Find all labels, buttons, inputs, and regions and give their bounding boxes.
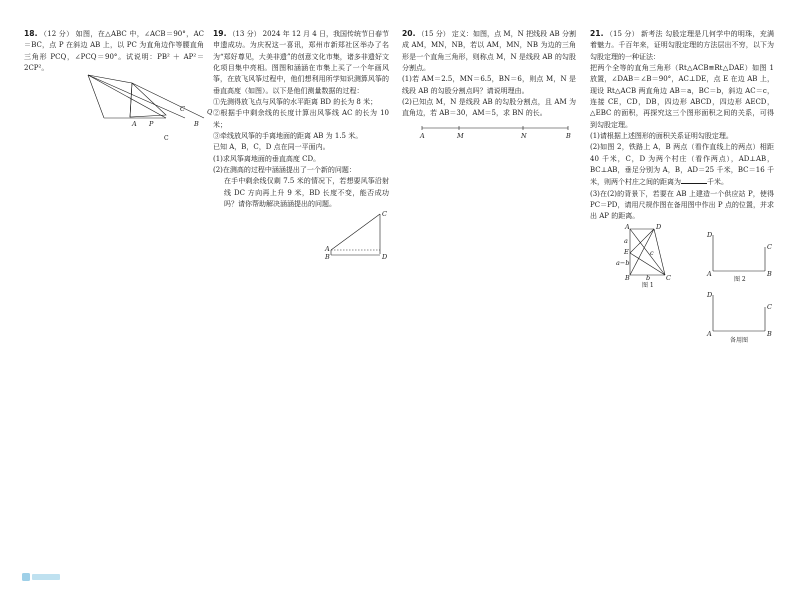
fig2-label-a: A	[707, 269, 712, 278]
question-text: 如图，在△ABC 中，∠ACB＝90°，AC＝BC，点 P 在斜边 AB 上，以 PC 为直角边作等腰直角三角形 PCQ，∠PCQ＝90°。试说明：PB² ＋ AP²＝2CP²。	[24, 30, 204, 72]
step-3: ③牵线放风筝的手离地面的距离 AB 为 1.5 米。	[213, 131, 363, 140]
point-label-a: A	[132, 120, 137, 129]
question-points: （12 分）	[39, 30, 74, 38]
proof-description: 把两个全等的直角三角形（Rt△ACB≌Rt△DAE）如图 1 放置，∠DAB＝∠B＝90°，AC⊥DE，点 E 在边 AB 上，现设 Rt△ACB 两直角边 AB＝a，BC＝b，斜边 AC＝c，连接 CE，CD，DB，四边形 ABCD，四边形 AECD，△EBC 的面积，再探究这三个图形面积之间的关系，可得到勾股定理。	[590, 63, 774, 129]
point-label-q: Q	[207, 108, 213, 117]
point-label-n: N	[521, 131, 527, 140]
sub-question-3: (3)在(2)的背景下，若要在 AB 上建造一个供应站 P，使得 PC＝PD，请用尺规作图在备用图中作出 P 点的位置，并求出 AP 的距离。	[590, 189, 774, 221]
fig2-label-c: C	[767, 242, 772, 251]
segment-cb-main	[88, 75, 166, 118]
fig1-label-b-side: b	[646, 273, 651, 282]
spare-label-a: A	[707, 329, 712, 338]
question-20-stem	[402, 28, 576, 74]
point-label-a: A	[325, 245, 330, 254]
segment-cp	[130, 83, 132, 117]
spare-label-d: D	[707, 290, 713, 299]
figures-21	[590, 223, 774, 359]
point-label-c: C	[180, 105, 185, 114]
sub-question-2-unit: 千米。	[707, 178, 728, 187]
figure-caption: C	[164, 135, 169, 143]
point-label-d: D	[382, 253, 388, 262]
fig1-label-b: B	[625, 273, 630, 282]
segment-ca	[88, 75, 104, 118]
fig1-label-d: D	[656, 222, 662, 231]
question-20	[402, 28, 576, 142]
step-2: ②根据手中剩余线的长度计算出风筝线 AC 的长为 10 米；	[213, 109, 389, 129]
answer-blank[interactable]	[681, 176, 707, 184]
question-21	[590, 28, 774, 359]
question-text: 新考法 勾股定理是几何学中的明珠，充满着魅力。千百年来，证明勾股定理的方法层出不穷，以下为勾股定理的一种证法：	[590, 30, 774, 61]
fig2-caption: 图 2	[734, 275, 746, 283]
fig1-label-a: A	[625, 222, 630, 231]
question-19	[213, 28, 389, 264]
question-18-stem	[24, 28, 204, 74]
question-number: 20.	[402, 29, 416, 38]
publisher-logo-icon	[22, 572, 62, 582]
question-number: 18.	[24, 29, 38, 38]
point-label-p: P	[149, 120, 154, 129]
sub-question-2-text: (2)如图 2，铁路上 A，B 两点（看作直线上的两点）相距 40 千米，C，D 为两个村庄（看作两点），AD⊥AB，BC⊥AB，垂足分别为 A，B，AD＝25 千米，BC＝16 千米，则两个村庄之间的距离为	[590, 143, 774, 187]
sub-question-2-detail: 在手中剩余线仅剩 7.5 米的情况下，若想要风筝沿射线 DC 方向再上升 9 米，BD 长度不变，能否成功吗？请你帮助解决涵涵提出的问题。	[224, 177, 389, 208]
question-21-stem	[590, 28, 774, 63]
fig1-caption: 图 1	[642, 281, 654, 289]
figure-1	[616, 223, 671, 289]
question-text: 2024 年 12 月 4 日，我国传统节日春节申遗成功。为庆祝这一喜讯，郑州市新郑社区举办了名为“郑好尊见，大美非遗”的创意文化市集，诸多非遗好文化项目集中亮相。图图和涵涵在市集上买了一个年画风筝，在放飞风筝过程中，他们想利用所学知识测算风筝的垂直高度（如图）。以下是他们测量数据的过程：	[213, 30, 389, 95]
fig1-label-a-minus-b: a−b	[616, 258, 630, 267]
segment-cb	[132, 83, 204, 118]
spare-figure	[706, 291, 772, 344]
fig1-label-e: E	[624, 247, 629, 256]
spare-label-b: B	[767, 329, 772, 338]
segment-ec	[630, 253, 665, 275]
question-19-stem	[213, 28, 389, 97]
segment-ab-diagram	[402, 120, 576, 142]
spare-label-c: C	[767, 302, 772, 311]
triangle-abc-diagram	[24, 74, 213, 143]
point-label-b: B	[325, 253, 330, 262]
fig1-label-c-side: c	[650, 248, 654, 257]
segment-cq	[88, 75, 185, 118]
point-label-a: A	[420, 131, 425, 140]
question-text: 定义：如图，点 M，N 把线段 AB 分割成 AM，MN，NB，若以 AM，MN，NB 为边的三角形是一个直角三角形，则称点 M，N 是线段 AB 的勾股分割点。	[402, 30, 576, 72]
sub-question-2: (2)已知点 M，N 是线段 AB 的勾股分割点，且 AM 为直角边，若 AB＝30，AM＝5，求 BN 的长。	[402, 97, 576, 118]
question-points: （15 分）	[417, 30, 450, 38]
question-number: 21.	[590, 29, 604, 38]
fig2-label-b: B	[767, 269, 772, 278]
fig1-label-a-side: a	[624, 236, 628, 245]
kite-height-diagram	[213, 210, 389, 264]
step-1: ①先测得放飞点与风筝的水平距离 BD 的长为 8 米；	[213, 97, 378, 106]
spare-caption: 备用图	[730, 336, 749, 344]
point-label-b: B	[566, 131, 571, 140]
sub-question-1: (1)若 AM＝2.5，MN＝6.5，BN＝6，则点 M，N 是线段 AB 的勾股分割点吗？请说明理由。	[402, 75, 576, 95]
question-points: （13 分）	[228, 30, 261, 38]
triangle-pcq	[130, 83, 166, 117]
question-18	[24, 28, 213, 143]
figure-2	[706, 231, 772, 283]
kite-string-ac	[331, 214, 380, 250]
sub-question-2	[590, 142, 774, 188]
fig2-label-d: D	[707, 230, 713, 239]
question-number: 19.	[213, 29, 227, 38]
known-condition: 已知 A，B，C，D 点在同一平面内。	[213, 143, 330, 152]
question-points: （15 分）	[605, 30, 639, 38]
sub-question-1: (1)求风筝离地面的垂直高度 CD。	[213, 154, 321, 163]
sub-question-1: (1)请根据上述图形的面积关系证明勾股定理。	[590, 131, 733, 140]
point-label-b: B	[194, 120, 199, 129]
sub-question-2: (2)在测高的过程中涵涵提出了一个新的问题：	[213, 165, 356, 174]
point-label-c: C	[382, 210, 387, 219]
fig1-label-c: C	[666, 273, 671, 282]
point-label-m: M	[457, 131, 464, 140]
